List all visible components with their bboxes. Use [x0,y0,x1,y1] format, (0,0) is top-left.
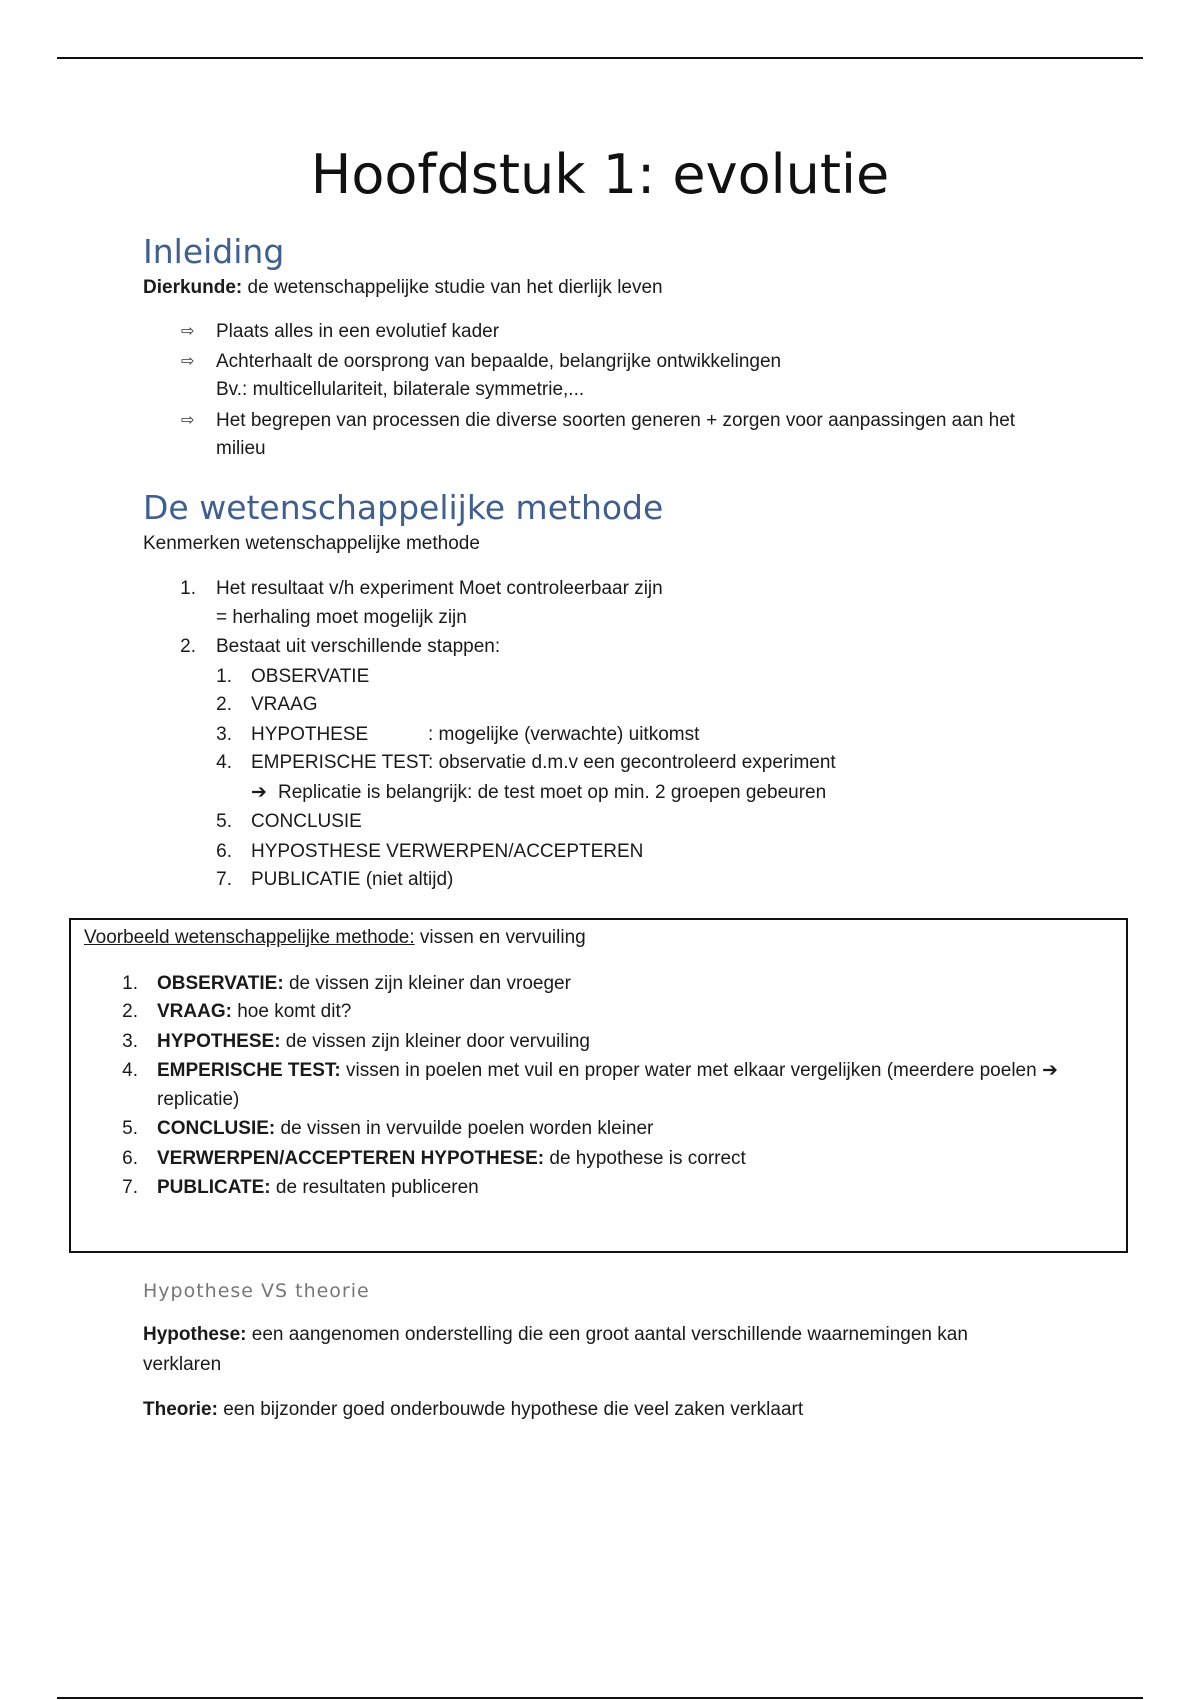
example-text: vissen in poelen met vuil en proper water met elkaar vergelijken (meerdere poelen ➔ [340,1060,1058,1081]
example-text: de vissen in vervuilde poelen worden kleiner [275,1118,654,1139]
example-topic: vissen en vervuiling [414,927,586,948]
example-term: HYPOTHESE: [157,1031,281,1052]
step-item: HYPOTHESE [251,724,369,745]
definition-term: Hypothese: [143,1324,247,1345]
example-text: de hypothese is correct [544,1148,746,1169]
example-term: CONCLUSIE: [157,1118,276,1139]
example-number: 6. [122,1148,138,1169]
list-item: Achterhaalt de oorsprong van bepaalde, belangrijke ontwikkelingen [216,351,782,372]
definition-hypothese [143,1321,968,1349]
definition-text: de wetenschappelijke studie van het dierlijk leven [242,277,663,298]
example-item [157,970,571,998]
example-item [157,998,351,1026]
example-item [157,1115,653,1143]
step-subitem: Replicatie is belangrijk: de test moet op min. 2 groepen gebeuren [278,782,827,803]
example-term: PUBLICATE: [157,1177,271,1198]
step-number: 5. [216,811,232,832]
step-item: HYPOSTHESE VERWERPEN/ACCEPTEREN [251,841,644,862]
list-item: Het resultaat v/h experiment Moet controleerbaar zijn [216,578,663,599]
step-number: 3. [216,724,232,745]
step-item: VRAAG [251,694,318,715]
example-number: 3. [122,1031,138,1052]
step-item: PUBLICATIE (niet altijd) [251,869,454,890]
example-item [157,1174,479,1202]
list-item: Plaats alles in een evolutief kader [216,321,500,342]
definition-dierkunde [143,274,663,302]
methode-intro: Kenmerken wetenschappelijke methode [143,533,480,554]
definition-text: een aangenomen onderstelling die een groot aantal verschillende waarnemingen kan [246,1324,968,1345]
example-term: OBSERVATIE: [157,973,284,994]
section-heading-inleiding: Inleiding [143,232,285,271]
page-title: Hoofdstuk 1: evolutie [310,143,890,206]
step-item: OBSERVATIE [251,666,370,687]
example-term: VERWERPEN/ACCEPTEREN HYPOTHESE: [157,1148,545,1169]
example-number: 1. [122,973,138,994]
example-text: hoe komt dit? [231,1001,352,1022]
example-number: 2. [122,1001,138,1022]
arrow-bullet-icon: ⇨ [181,323,195,340]
example-number: 7. [122,1177,138,1198]
example-text: de vissen zijn kleiner door vervuiling [280,1031,590,1052]
example-item [157,1057,1058,1085]
list-item-continuation: = herhaling moet mogelijk zijn [216,607,467,628]
list-item-continuation: milieu [216,438,266,459]
step-item: EMPERISCHE TEST: observatie d.m.v een gecontroleerd experiment [251,752,836,773]
example-item-continuation: replicatie) [157,1089,240,1110]
example-text: de vissen zijn kleiner dan vroeger [283,973,571,994]
step-number: 7. [216,869,232,890]
subheading-hypothese-vs-theorie: Hypothese VS theorie [143,1280,370,1302]
example-term: EMPERISCHE TEST: [157,1060,341,1081]
arrow-right-icon: ➔ [251,782,267,803]
step-number: 6. [216,841,232,862]
step-item-extra: : mogelijke (verwachte) uitkomst [428,724,700,745]
list-item: Het begrepen van processen die diverse soorten generen + zorgen voor aanpassingen aan het [216,410,1016,431]
example-item [157,1145,746,1173]
example-item [157,1028,590,1056]
definition-text: een bijzonder goed onderbouwde hypothese die veel zaken verklaart [217,1399,804,1420]
list-number: 2. [180,636,196,657]
step-number: 1. [216,666,232,687]
example-number: 4. [122,1060,138,1081]
arrow-bullet-icon: ⇨ [181,412,195,429]
example-label: Voorbeeld wetenschappelijke methode: [84,927,415,948]
definition-theorie [143,1396,803,1424]
example-term: VRAAG: [157,1001,232,1022]
list-number: 1. [180,578,196,599]
step-item: CONCLUSIE [251,811,362,832]
step-number: 2. [216,694,232,715]
step-number: 4. [216,752,232,773]
top-rule [57,57,1143,59]
list-item-continuation: Bv.: multicellulariteit, bilaterale symmetrie,... [216,379,585,400]
example-text: de resultaten publiceren [270,1177,479,1198]
list-item: Bestaat uit verschillende stappen: [216,636,501,657]
section-heading-methode: De wetenschappelijke methode [143,488,664,527]
definition-continuation: verklaren [143,1354,222,1375]
arrow-bullet-icon: ⇨ [181,353,195,370]
definition-term: Dierkunde: [143,277,243,298]
definition-term: Theorie: [143,1399,218,1420]
example-number: 5. [122,1118,138,1139]
bottom-rule [57,1697,1143,1699]
example-title [84,924,586,952]
